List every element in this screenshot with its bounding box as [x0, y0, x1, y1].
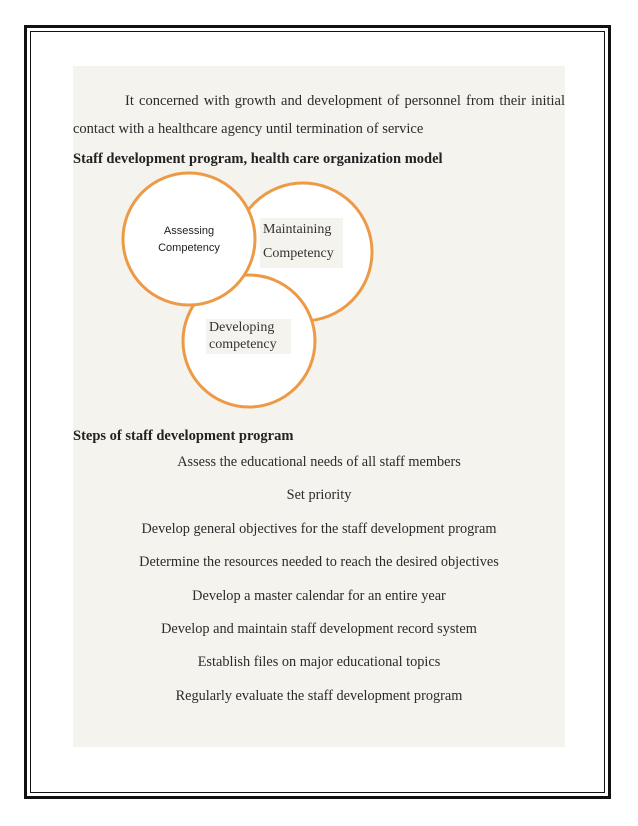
document-content: [73, 66, 565, 747]
label-assessing: Assessing Competency: [158, 225, 220, 254]
step-item: Establish files on major educational topics: [197, 654, 441, 671]
step-item: Determine the resources needed to reach the desired objectives: [139, 554, 499, 571]
intro-text: It concerned with growth and development of personnel from their initial contact with a healthcare agency until termination of service: [73, 92, 565, 137]
model-heading: Staff development program, health care organization model: [73, 151, 443, 167]
step-item: Develop general objectives for the staff development program: [141, 520, 497, 537]
label-developing: Developing competency: [206, 319, 291, 354]
step-item: Assess the educational needs of all staff members: [177, 454, 461, 470]
steps-heading: Steps of staff development program: [73, 428, 294, 444]
step-item: Regularly evaluate the staff development program: [175, 687, 463, 704]
step-item: Develop a master calendar for an entire year: [192, 587, 446, 604]
label-maintaining: Maintaining Competency: [260, 218, 343, 268]
step-item: Develop and maintain staff development record system: [161, 620, 477, 637]
steps-list: [73, 452, 565, 719]
step-item: Set priority: [286, 487, 352, 504]
